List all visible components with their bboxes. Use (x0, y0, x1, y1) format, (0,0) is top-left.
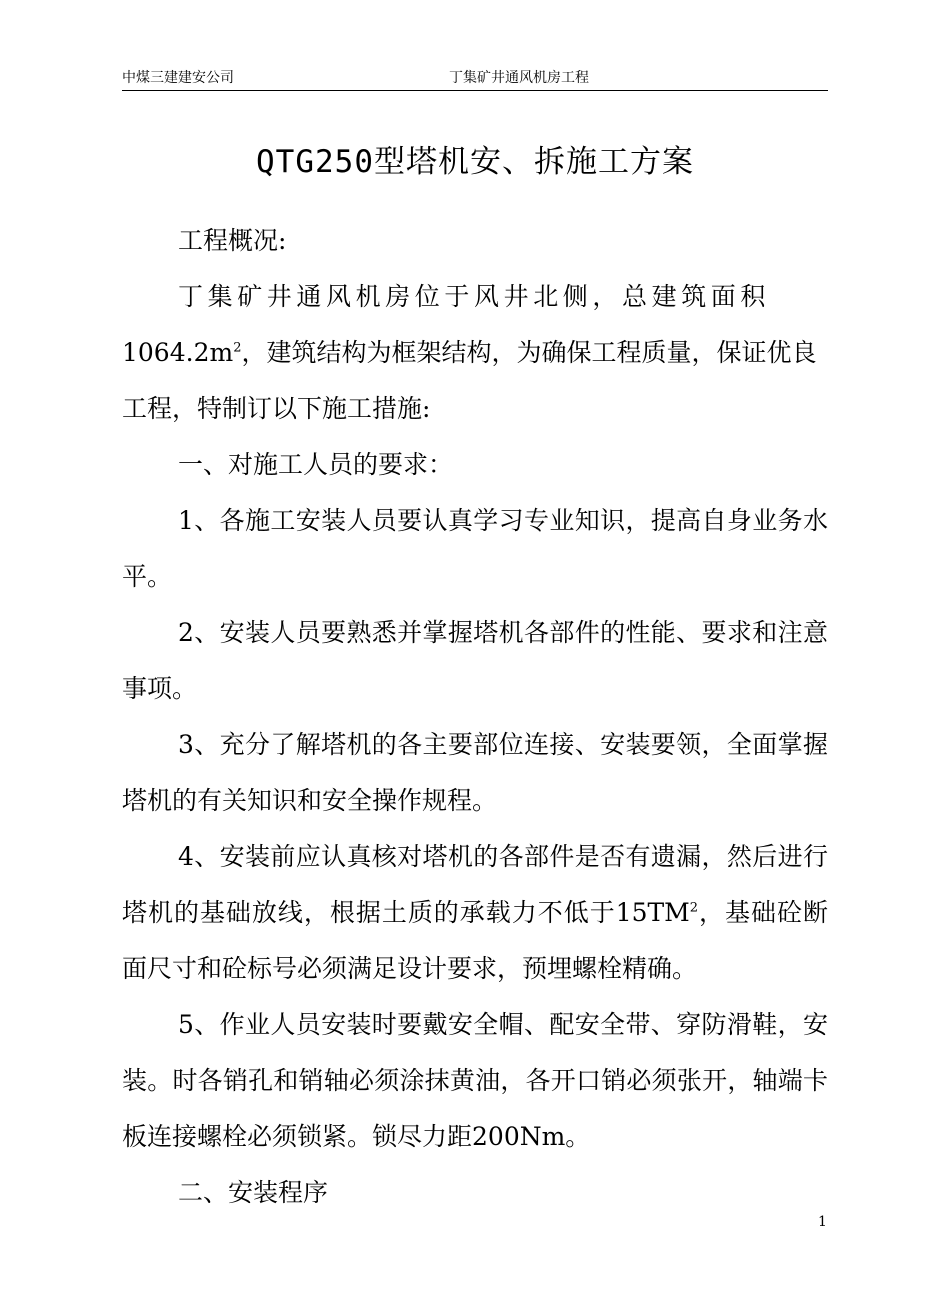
document-body (122, 213, 828, 1221)
area-superscript: 2 (233, 340, 242, 356)
requirement-item-5: 5、作业人员安装时要戴安全帽、配安全带、穿防滑鞋，安装。时各销孔和销轴必须涂抹黄油，各开口销必须张开，轴端卡板连接螺栓必须锁紧。锁尽力距200Nm。 (122, 1010, 828, 1151)
requirement-item-4-text: 4、安装前应认真核对塔机的各部件是否有遗漏，然后进行塔机的基础放线，根据土质的承载力不低于15TM (122, 842, 828, 927)
page-header (122, 62, 828, 91)
requirement-item-2: 2、安装人员要熟悉并掌握塔机各部件的性能、要求和注意事项。 (122, 618, 828, 703)
section2-heading: 二、安装程序 (178, 1178, 329, 1207)
overview-line-2-rest: ，建筑结构为框架结构，为确保工程质量，保证优良 (241, 338, 817, 367)
section1-heading: 一、对施工人员的要求： (178, 450, 454, 479)
requirement-item-4 (122, 829, 828, 997)
document-title: QTG250型塔机安、拆施工方案 (256, 144, 694, 180)
overview-line-3: 工程，特制订以下施工措施: (122, 394, 431, 423)
requirement-item-1: 1、各施工安装人员要认真学习专业知识，提高自身业务水平。 (122, 506, 828, 591)
requirement-item-3: 3、充分了解塔机的各主要部位连接、安装要领，全面掌握塔机的有关知识和安全操作规程。 (122, 730, 828, 815)
requirement-item-4-rest: ，基础砼断面尺寸和砼标号必须满足设计要求，预埋螺栓精确。 (122, 898, 828, 983)
page-number: 1 (818, 1214, 827, 1230)
header-project: 丁集矿井通风机房工程 (449, 70, 589, 86)
requirement-item-4-superscript: 2 (689, 900, 699, 916)
overview-line-2 (122, 325, 828, 381)
overview-heading: 工程概况: (178, 226, 287, 255)
overview-line-1: 丁集矿井通风机房位于风井北侧，总建筑面积 (178, 282, 771, 311)
area-value: 1064.2m (122, 338, 234, 367)
header-company: 中煤三建建安公司 (122, 70, 234, 86)
